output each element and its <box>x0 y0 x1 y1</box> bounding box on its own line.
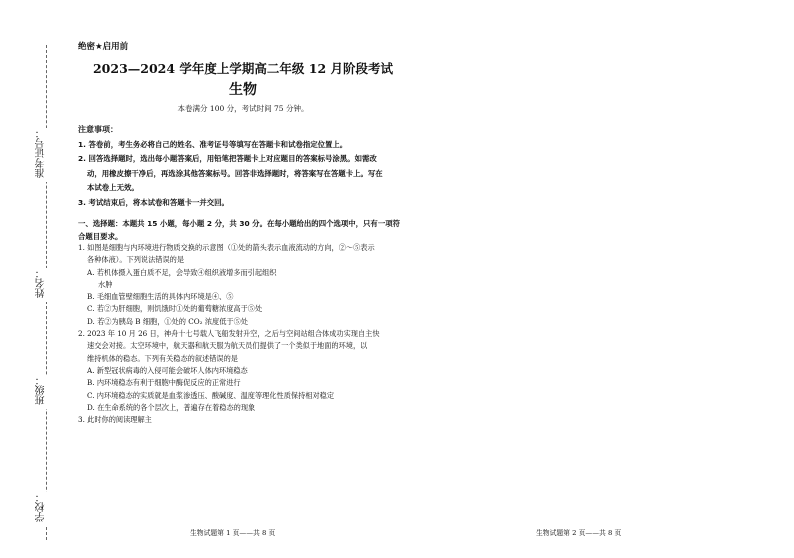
admission-number-label: 准考证号： <box>36 128 47 178</box>
class-label: 班级： <box>36 375 47 405</box>
questions <box>78 242 408 426</box>
section-title <box>78 218 408 243</box>
note-line: 2. 回答选择题时，选出每小题答案后，用铅笔把答题卡上对应题目的答案标号涂黑。如需改 <box>78 154 377 164</box>
question-1-option-d: D. 若②为胰岛 B 细胞，①处的 CO₂ 浓度低于⑤处 <box>87 316 248 326</box>
question-1-stem: 1. 如图是细胞与内环境进行物质交换的示意图（①处的箭头表示血液流动的方向，②～⑤表示 <box>78 243 375 252</box>
exam-info: 本卷满分 100 分，考试时间 75 分钟。 <box>177 104 309 113</box>
question-2-option-a: A. 新型冠状病毒的入侵可能会破坏人体内环境稳态 <box>87 365 248 375</box>
page-2-footer: 生物试题第 2 页——共 8 页 <box>536 529 622 537</box>
exam-page-1 <box>78 0 408 558</box>
question-2-stem: 维持机体的稳态。下列有关稳态的叙述错误的是 <box>87 353 238 363</box>
notes-heading: 注意事项： <box>78 125 118 134</box>
question-1-option-a: A. 若机体摄入蛋白质不足，会导致④组织液增多而引起组织 <box>87 267 277 277</box>
question-2-option-c: C. 内环境稳态的实质就是血浆渗透压、酸碱度、温度等理化性质保持相对稳定 <box>87 390 335 400</box>
exam-title: 2023—2024 学年度上学期高二年级 12 月阶段考试 <box>92 61 394 76</box>
note-line: 动，用橡皮擦干净后，再选涂其他答案标号。回答非选择题时，将答案写在答题卡上。写在 <box>87 168 383 178</box>
question-1-option-a: 水肿 <box>98 279 113 289</box>
question-1-option-c: C. 若②为肝细胞，则饥饿时①处的葡萄糖浓度高于⑤处 <box>87 304 263 314</box>
question-3-stem: 3. 此时你的阅读理解主 <box>78 415 152 425</box>
confidential-label: 绝密★启用前 <box>78 42 129 52</box>
question-2-stem: 2. 2023 年 10 月 26 日，神舟十七号载人飞船发射升空，之后与空间站组合体成功实现自主快 <box>78 329 380 339</box>
note-line: 本试卷上无效。 <box>87 183 139 193</box>
binding-margin <box>0 0 70 558</box>
question-2-stem: 速交会对接。太空环境中，航天器和航天服为航天员们提供了一个类似于地面的环境，以 <box>87 341 368 351</box>
question-2-option-d: D. 在生命系统的各个层次上，普遍存在着稳态的现象 <box>87 402 256 412</box>
name-label: 姓名： <box>36 268 47 298</box>
page-1-footer: 生物试题第 1 页——共 8 页 <box>190 529 276 537</box>
note-line: 1. 答卷前，考生务必将自己的姓名、准考证号等填写在答题卡和试卷指定位置上。 <box>78 140 348 149</box>
notes-list <box>78 138 408 210</box>
question-2-option-b: B. 内环境稳态有利于细胞中酶促反应的正常进行 <box>87 378 241 388</box>
question-1-option-b: B. 毛细血管壁细胞生活的具体内环境是④、⑤ <box>87 292 234 302</box>
school-label: 学校： <box>36 492 47 522</box>
section-title-line: 合题目要求。 <box>78 231 123 241</box>
note-line: 3. 考试结束后，将本试卷和答题卡一并交回。 <box>78 197 229 207</box>
section-title-line: 一、选择题：本题共 15 小题，每小题 2 分，共 30 分。在每小题给出的四个选项中，只有一项符 <box>78 219 400 228</box>
subject-title: 生物 <box>229 82 257 98</box>
question-1-stem: 各种体液）。下列说法错误的是 <box>87 255 185 265</box>
